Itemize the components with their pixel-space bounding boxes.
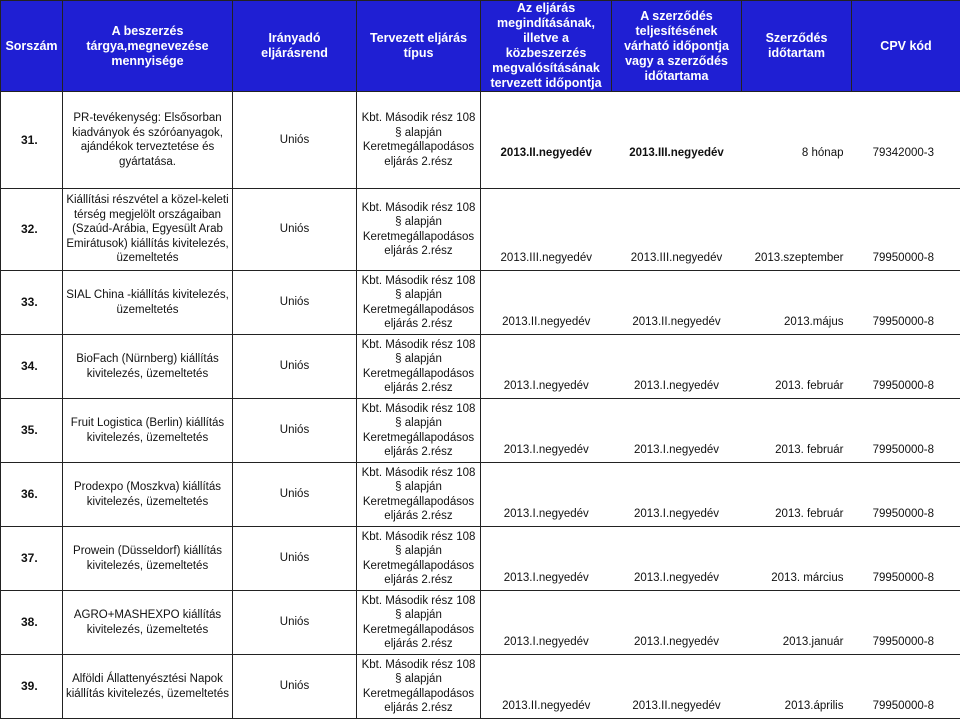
row-regime: Uniós (233, 399, 357, 463)
row-start: 2013.II.negyedév (481, 655, 612, 719)
row-procedure: Kbt. Második rész 108 § alapján Keretmegállapodásos eljárás 2.rész (357, 463, 481, 527)
row-number: 32. (1, 189, 63, 271)
table-row (1, 463, 960, 527)
header-completion: A szerződés teljesítésének várható időpontja vagy a szerződés időtartama (612, 1, 742, 92)
row-completion: 2013.III.negyedév (612, 189, 742, 271)
row-cpv: 79950000-8 (852, 189, 960, 271)
row-cpv: 79950000-8 (852, 335, 960, 399)
row-procedure: Kbt. Második rész 108 § alapján Keretmegállapodásos eljárás 2.rész (357, 655, 481, 719)
row-start: 2013.I.negyedév (481, 463, 612, 527)
row-subject: Prowein (Düsseldorf) kiállítás kivitelezés, üzemeltetés (63, 527, 233, 591)
row-start: 2013.I.negyedév (481, 335, 612, 399)
row-completion: 2013.III.negyedév (612, 92, 742, 189)
table-row (1, 527, 960, 591)
row-number: 39. (1, 655, 63, 719)
row-start: 2013.I.negyedév (481, 591, 612, 655)
row-number: 34. (1, 335, 63, 399)
row-number: 33. (1, 271, 63, 335)
row-completion: 2013.I.negyedév (612, 399, 742, 463)
row-start: 2013.I.negyedév (481, 399, 612, 463)
row-cpv: 79950000-8 (852, 271, 960, 335)
table-row (1, 591, 960, 655)
row-start: 2013.II.negyedév (481, 92, 612, 189)
row-start: 2013.II.negyedév (481, 271, 612, 335)
row-completion: 2013.I.negyedév (612, 591, 742, 655)
row-cpv: 79950000-8 (852, 655, 960, 719)
header-subject: A beszerzés tárgya,megnevezése mennyisége (63, 1, 233, 92)
row-procedure: Kbt. Második rész 108 § alapján Keretmegállapodásos eljárás 2.rész (357, 399, 481, 463)
header-cpv: CPV kód (852, 1, 960, 92)
row-cpv: 79950000-8 (852, 527, 960, 591)
row-regime: Uniós (233, 527, 357, 591)
row-cpv: 79950000-8 (852, 591, 960, 655)
row-procedure: Kbt. Második rész 108 § alapján Keretmegállapodásos eljárás 2.rész (357, 189, 481, 271)
row-subject: BioFach (Nürnberg) kiállítás kivitelezés, üzemeltetés (63, 335, 233, 399)
row-completion: 2013.I.negyedév (612, 335, 742, 399)
row-procedure: Kbt. Második rész 108 § alapján Keretmegállapodásos eljárás 2.rész (357, 335, 481, 399)
row-cpv: 79950000-8 (852, 399, 960, 463)
row-number: 31. (1, 92, 63, 189)
header-row (1, 1, 960, 92)
row-subject: SIAL China -kiállítás kivitelezés, üzemeltetés (63, 271, 233, 335)
header-num: Sorszám (1, 1, 63, 92)
row-regime: Uniós (233, 189, 357, 271)
row-subject: PR-tevékenység: Elsősorban kiadványok és szóróanyagok, ajándékok terveztetése és gyártatása. (63, 92, 233, 189)
row-duration: 2013.január (742, 591, 852, 655)
row-number: 37. (1, 527, 63, 591)
row-regime: Uniós (233, 591, 357, 655)
row-subject: Kiállítási részvétel a közel-keleti térség megjelölt országaiban (Szaúd-Arábia, Egyesült Arab Emirátusok) kiállítás kivitelezés, üzemeltetés (63, 189, 233, 271)
header-procedure: Tervezett eljárás típus (357, 1, 481, 92)
table-row (1, 92, 960, 189)
row-duration: 2013. február (742, 335, 852, 399)
row-duration: 2013.szeptember (742, 189, 852, 271)
row-completion: 2013.II.negyedév (612, 655, 742, 719)
row-procedure: Kbt. Második rész 108 § alapján Keretmegállapodásos eljárás 2.rész (357, 591, 481, 655)
row-regime: Uniós (233, 655, 357, 719)
row-cpv: 79342000-3 (852, 92, 960, 189)
row-subject: Fruit Logistica (Berlin) kiállítás kivitelezés, üzemeltetés (63, 399, 233, 463)
table-row (1, 271, 960, 335)
row-subject: AGRO+MASHEXPO kiállítás kivitelezés, üzemeltetés (63, 591, 233, 655)
row-completion: 2013.I.negyedév (612, 463, 742, 527)
row-regime: Uniós (233, 92, 357, 189)
row-duration: 2013.április (742, 655, 852, 719)
header-start: Az eljárás megindításának, illetve a közbeszerzés megvalósításának tervezett időpontja (481, 1, 612, 92)
row-duration: 2013. február (742, 463, 852, 527)
table-row (1, 655, 960, 719)
row-subject: Alföldi Állattenyésztési Napok kiállítás kivitelezés, üzemeltetés (63, 655, 233, 719)
row-regime: Uniós (233, 335, 357, 399)
row-duration: 2013.május (742, 271, 852, 335)
table-row (1, 335, 960, 399)
row-duration: 8 hónap (742, 92, 852, 189)
row-start: 2013.III.negyedév (481, 189, 612, 271)
header-regime: Irányadó eljárásrend (233, 1, 357, 92)
row-duration: 2013. március (742, 527, 852, 591)
row-number: 36. (1, 463, 63, 527)
row-completion: 2013.II.negyedév (612, 271, 742, 335)
row-cpv: 79950000-8 (852, 463, 960, 527)
row-duration: 2013. február (742, 399, 852, 463)
row-completion: 2013.I.negyedév (612, 527, 742, 591)
row-procedure: Kbt. Második rész 108 § alapján Keretmegállapodásos eljárás 2.rész (357, 92, 481, 189)
row-procedure: Kbt. Második rész 108 § alapján Keretmegállapodásos eljárás 2.rész (357, 271, 481, 335)
row-number: 38. (1, 591, 63, 655)
row-procedure: Kbt. Második rész 108 § alapján Keretmegállapodásos eljárás 2.rész (357, 527, 481, 591)
row-regime: Uniós (233, 463, 357, 527)
row-regime: Uniós (233, 271, 357, 335)
table-row (1, 189, 960, 271)
row-number: 35. (1, 399, 63, 463)
row-start: 2013.I.negyedév (481, 527, 612, 591)
row-subject: Prodexpo (Moszkva) kiállítás kivitelezés, üzemeltetés (63, 463, 233, 527)
header-duration: Szerződés időtartam (742, 1, 852, 92)
table-row (1, 399, 960, 463)
